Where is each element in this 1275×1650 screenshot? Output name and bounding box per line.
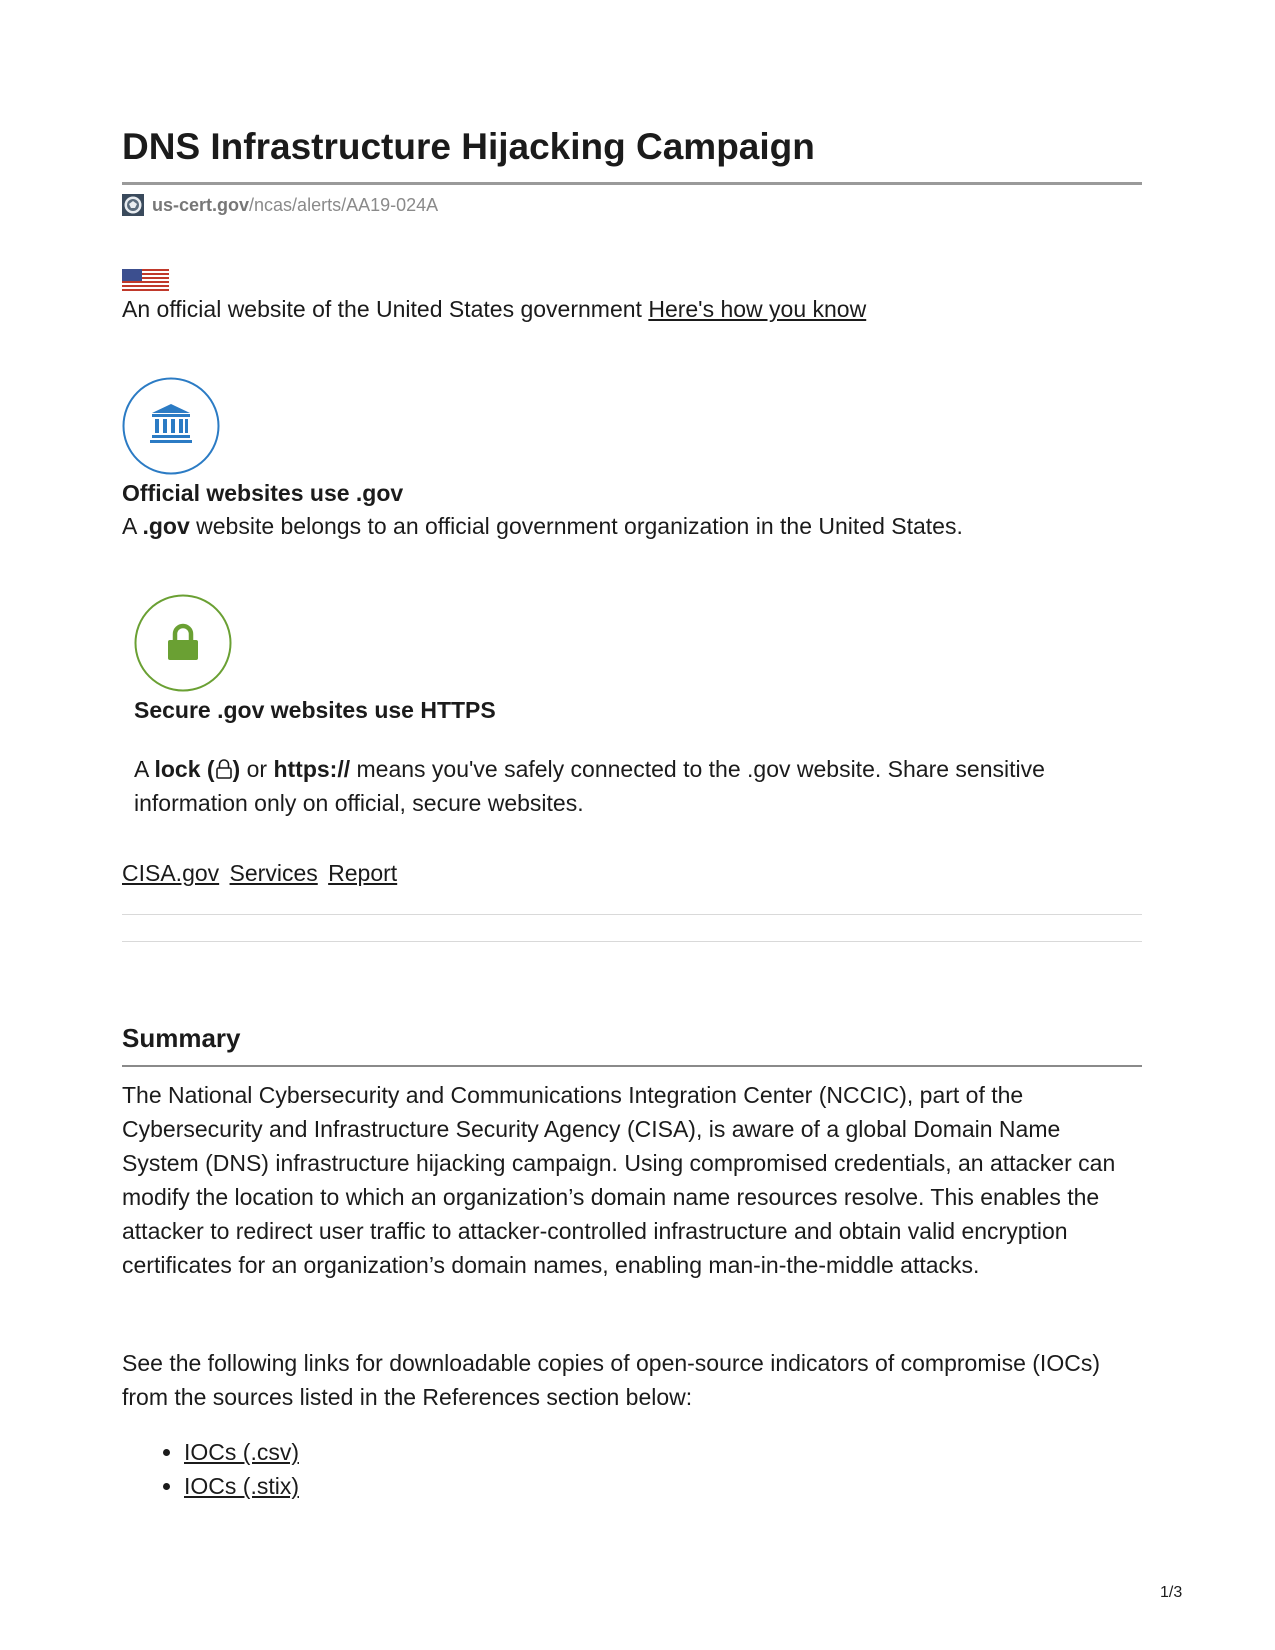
gov-text-post: website belongs to an official government organization in the United States. [196, 513, 963, 539]
nav-link-report[interactable]: Report [328, 860, 398, 886]
gov-text-pre: A [122, 513, 137, 539]
summary-divider [122, 1065, 1142, 1067]
source-domain: us-cert.gov [152, 194, 250, 215]
lock-outline-icon [215, 758, 233, 780]
https-text-lock-close: ) [232, 756, 241, 782]
dhs-seal-icon [122, 194, 144, 216]
title-divider [122, 182, 1142, 185]
summary-paragraph: The National Cybersecurity and Communications Integration Center (NCCIC), part of the Cybersecurity and Infrastructure Security Agency (CISA), is aware of a global Domain Name System (DNS) infrastructure hijacking campaign. Using compromised credentials, an attacker can modify the location to which an organization’s domain name resources resolve. This enables the attacker to redirect user traffic to attacker-controlled infrastructure and obtain valid encryption certificates for an organization’s domain names, enabling man-in-the-middle attacks. [122, 1082, 1116, 1278]
us-flag-icon [122, 269, 169, 293]
list-item [184, 1469, 299, 1503]
nav-link-services[interactable]: Services [229, 860, 318, 886]
https-text-https: https:// [273, 756, 351, 782]
heres-how-you-know-link[interactable]: Here's how you know [648, 296, 867, 322]
gov-heading: Official websites use .gov [122, 480, 404, 506]
https-text-a: A [134, 756, 149, 782]
nav-link-cisa[interactable]: CISA.gov [122, 860, 220, 886]
page-number: 1/3 [1160, 1584, 1183, 1601]
ioc-links-intro: See the following links for downloadable copies of open-source indicators of compromise (IOCs) from the sources listed in the References section below: [122, 1350, 1100, 1410]
government-building-icon [122, 377, 220, 475]
divider [122, 941, 1142, 942]
https-heading: Secure .gov websites use HTTPS [134, 697, 496, 723]
source-path: /ncas/alerts/AA19-024A [249, 194, 439, 215]
gov-text-bold: .gov [142, 513, 190, 539]
official-banner [122, 296, 866, 323]
lock-icon [134, 594, 232, 692]
https-description [134, 752, 1134, 820]
source-url[interactable] [122, 194, 438, 216]
list-item [184, 1435, 299, 1469]
page-title: DNS Infrastructure Hijacking Campaign [122, 126, 815, 167]
summary-heading: Summary [122, 1023, 241, 1053]
gov-description [122, 513, 963, 540]
ioc-csv-link[interactable]: IOCs (.csv) [184, 1439, 299, 1465]
ioc-links-list [122, 1435, 299, 1503]
https-text-lock: lock ( [154, 756, 215, 782]
https-text-rest: means you've safely connected to the .gov website. Share sensitive information only on official, secure websites. [134, 756, 1045, 816]
nav-links [122, 860, 401, 887]
https-text-or: or [246, 756, 268, 782]
official-banner-text: An official website of the United States government [122, 296, 642, 322]
ioc-stix-link[interactable]: IOCs (.stix) [184, 1473, 299, 1499]
divider [122, 914, 1142, 915]
